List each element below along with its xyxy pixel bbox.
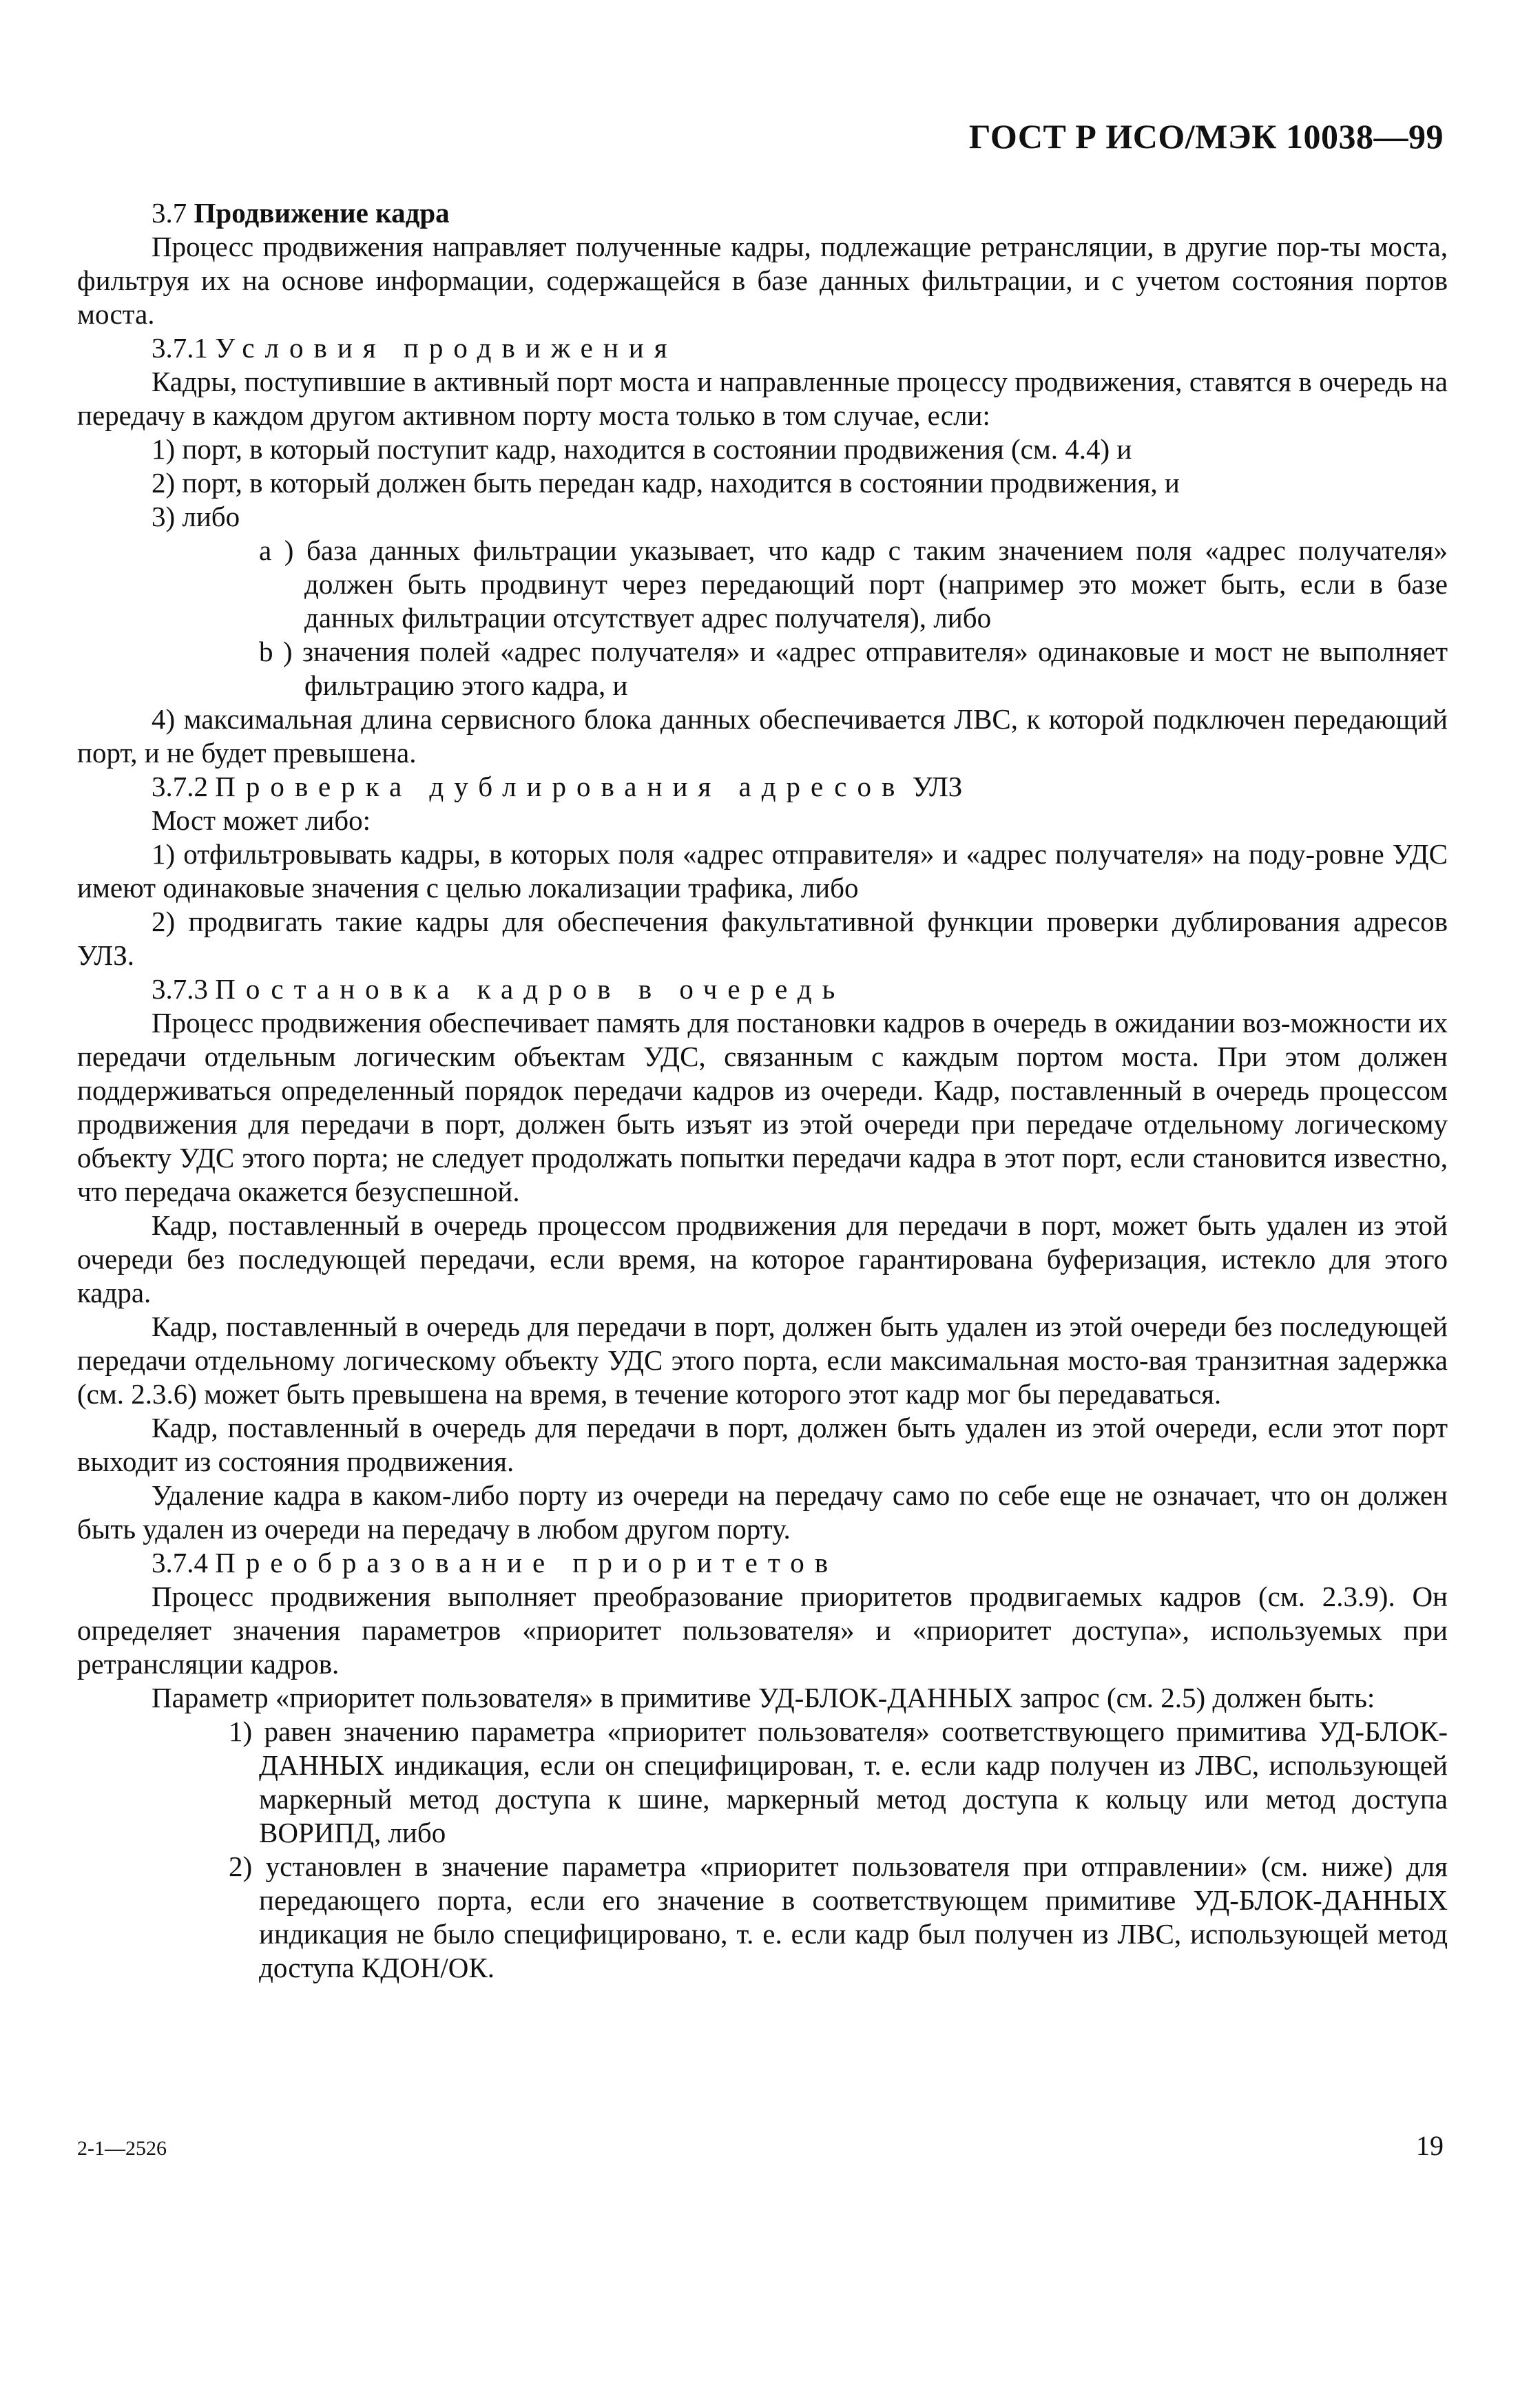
sub-list-item: b ) значения полей «адрес получателя» и «адрес отправителя» одинаковые и мост не выполняет фильтрацию этого кадра, и bbox=[259, 636, 1448, 701]
paragraph: Кадры, поступившие в активный порт моста и направленные процессу продвижения, ставятся в очередь на передачу в каждом другом активном порту моста только в том случае, если: bbox=[77, 366, 1448, 431]
standard-header: ГОСТ Р ИСО/МЭК 10038—99 bbox=[968, 117, 1444, 156]
section-title: Условия продвижения bbox=[215, 332, 678, 364]
section-3-7-heading bbox=[77, 196, 1448, 230]
section-3-7-3-heading bbox=[77, 972, 1448, 1006]
paragraph: Параметр «приоритет пользователя» в примитиве УД-БЛОК-ДАННЫХ запрос (см. 2.5) должен быть: bbox=[152, 1682, 1375, 1713]
section-number: 3.7.2 bbox=[152, 771, 208, 802]
section-title: Преобразование приоритетов bbox=[215, 1547, 839, 1578]
list-item: 1) порт, в который поступит кадр, находится в состоянии продвижения (см. 4.4) и bbox=[152, 433, 1132, 465]
list-item: 2) продвигать такие кадры для обеспечения факультативной функции проверки дублирования адресов УЛЗ. bbox=[77, 906, 1448, 971]
list-item: 2) установлен в значение параметра «приоритет пользователя при отправлении» (см. ниже) для передающего порта, если его значение в соответствующем примитиве УД-БЛОК-ДАННЫХ индикация не было специфицировано, т. е. если кадр был получен из ЛВС, использующей метод доступа КДОН/ОК. bbox=[229, 1851, 1448, 1983]
paragraph: Кадр, поставленный в очередь для передачи в порт, должен быть удален из этой очереди, если этот порт выходит из состояния продвижения. bbox=[77, 1412, 1448, 1477]
paragraph: Процесс продвижения обеспечивает память для постановки кадров в очередь в ожидании воз-можности их передачи отдельным логическим объектам УДС, связанным с каждым портом моста. При этом должен поддерживаться определенный порядок передачи кадров из очереди. Кадр, поставленный в очередь процессом продвижения для передачи в порт, должен быть изъят из этой очереди при передаче отдельному логическому объекту УДС этого порта; не следует продолжать попытки передачи кадра в этот порт, если становится известно, что передача окажется безуспешной. bbox=[77, 1007, 1448, 1207]
list-item: 3) либо bbox=[152, 501, 240, 532]
section-3-7-1-heading bbox=[77, 331, 1448, 365]
section-3-7-4-heading bbox=[77, 1546, 1448, 1580]
paragraph: Кадр, поставленный в очередь для передачи в порт, должен быть удален из этой очереди без последующей передачи отдельному логическому объекту УДС этого порта, если максимальная мосто-вая транзитная задержка (см. 2.3.6) может быть превышена на время, в течение которого этот кадр мог бы передаваться. bbox=[77, 1311, 1448, 1410]
section-number: 3.7.4 bbox=[152, 1547, 208, 1578]
list-item: 4) максимальная длина сервисного блока данных обеспечивается ЛВС, к которой подключен передающий порт, и не будет превышена. bbox=[77, 703, 1448, 769]
paragraph: Кадр, поставленный в очередь процессом продвижения для передачи в порт, может быть удален из этой очереди без последующей передачи, если время, на которое гарантирована буферизация, истекло для этого кадра. bbox=[77, 1209, 1448, 1309]
list-item: 1) отфильтровывать кадры, в которых поля «адрес отправителя» и «адрес получателя» на поду-ровне УДС имеют одинаковые значения с целью локализации трафика, либо bbox=[77, 838, 1448, 904]
section-title: Продвижение кадра bbox=[194, 197, 450, 229]
section-title-suffix: УЛЗ bbox=[912, 771, 963, 802]
document-body bbox=[77, 196, 1448, 1985]
section-3-7-2-heading bbox=[77, 770, 1448, 804]
print-code: 2-1—2526 bbox=[77, 2137, 167, 2160]
sub-list-item: a ) база данных фильтрации указывает, что кадр с таким значением поля «адрес получателя» должен быть продвинут через передающий порт (например это может быть, если в базе данных фильтрации отсутствует адрес получателя), либо bbox=[259, 534, 1448, 634]
paragraph: Удаление кадра в каком-либо порту из очереди на передачу само по себе еще не означает, что он должен быть удален из очереди на передачу в любом другом порту. bbox=[77, 1479, 1448, 1545]
section-title: Постановка кадров в очередь bbox=[215, 973, 846, 1005]
paragraph: Процесс продвижения выполняет преобразование приоритетов продвигаемых кадров (см. 2.3.9). Он определяет значения параметров «приоритет пользователя» и «приоритет доступа», используемых при ретрансляции кадров. bbox=[77, 1581, 1448, 1680]
list-item: 2) порт, в который должен быть передан кадр, находится в состоянии продвижения, и bbox=[152, 467, 1180, 499]
section-number: 3.7 bbox=[152, 197, 187, 229]
page-number: 19 bbox=[1416, 2130, 1444, 2161]
paragraph: Мост может либо: bbox=[152, 804, 371, 836]
section-title: Проверка дублирования адресов bbox=[215, 771, 906, 802]
list-item: 1) равен значению параметра «приоритет пользователя» соответствующего примитива УД-БЛОК-ДАННЫХ индикация, если он специфицирован, т. е. если кадр получен из ЛВС, использующей маркерный метод доступа к шине, маркерный метод доступа к кольцу или метод доступа ВОРИПД, либо bbox=[229, 1716, 1448, 1848]
paragraph: Процесс продвижения направляет полученные кадры, подлежащие ретрансляции, в другие пор-ты моста, фильтруя их на основе информации, содержащейся в базе данных фильтрации, и с учетом состояния портов моста. bbox=[77, 231, 1448, 330]
section-number: 3.7.3 bbox=[152, 973, 208, 1005]
section-number: 3.7.1 bbox=[152, 332, 208, 364]
